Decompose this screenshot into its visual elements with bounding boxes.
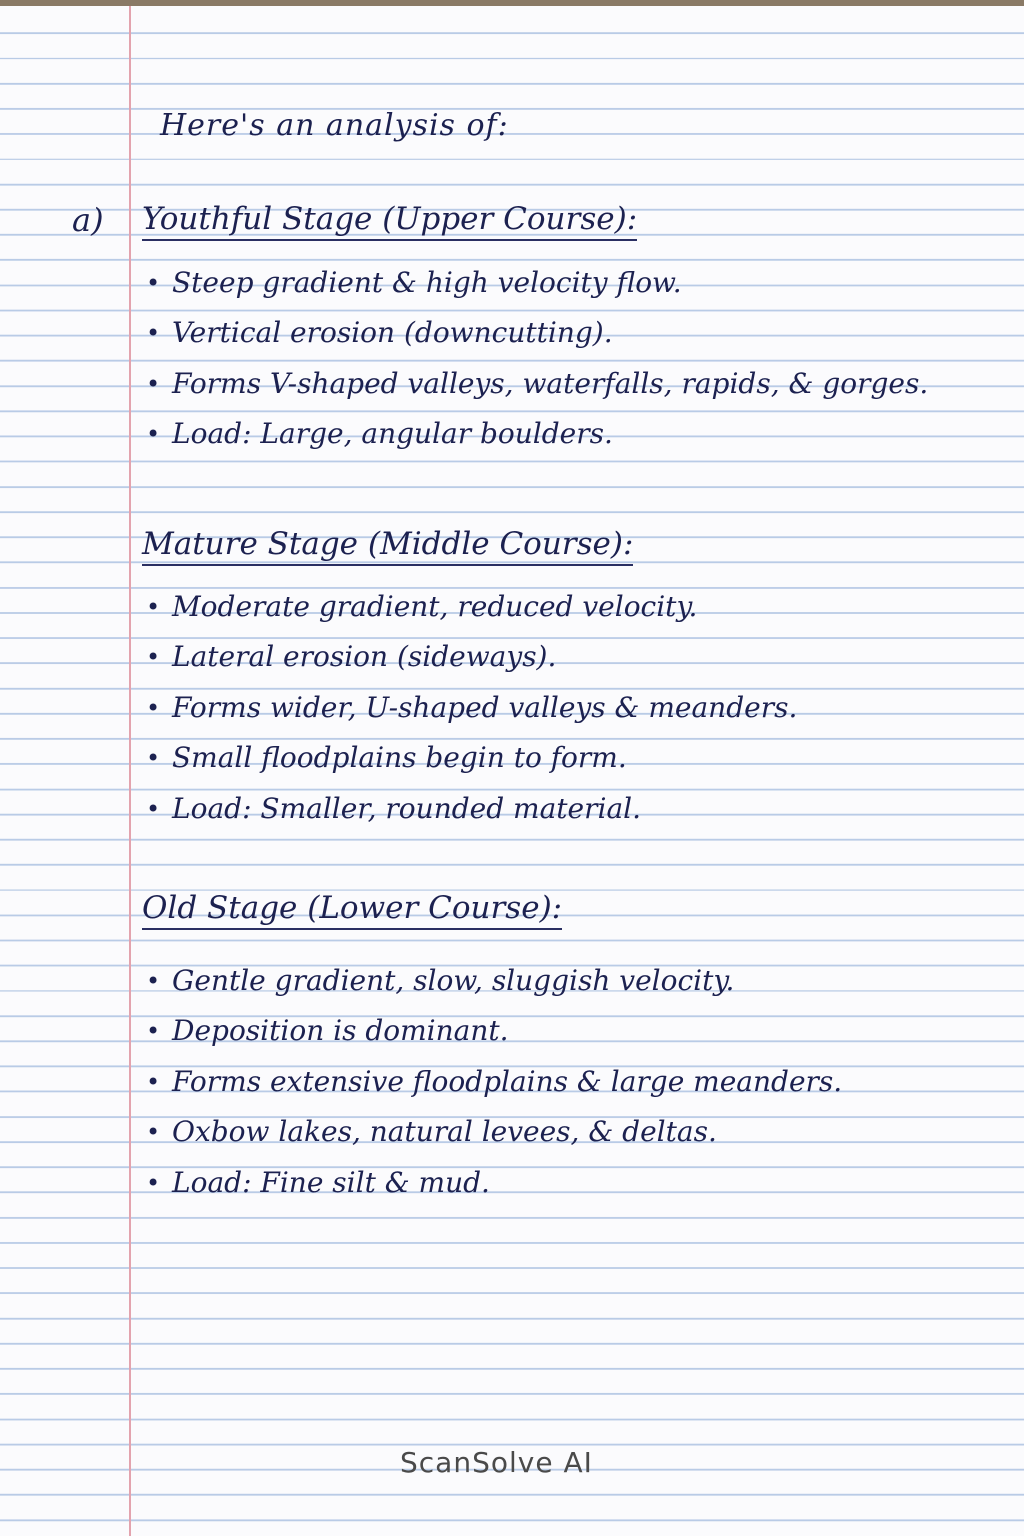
list-item: • Lateral erosion (sideways). [146,632,797,682]
list-item: • Moderate gradient, reduced velocity. [146,582,797,632]
list-item: • Small floodplains begin to form. [146,733,797,783]
branding-text: ScanSolve AI [400,1446,593,1479]
list-item: • Forms V-shaped valleys, waterfalls, rapids, & gorges. [146,359,928,409]
list-item: • Oxbow lakes, natural levees, & deltas. [146,1107,842,1157]
bullet-list-mature [146,582,797,834]
part-label: a) [72,201,104,239]
list-item: • Load: Large, angular boulders. [146,409,928,459]
notebook-page [0,6,1024,1536]
list-item: • Load: Fine silt & mud. [146,1158,842,1208]
section-heading-youthful: Youthful Stage (Upper Course): [142,201,637,241]
bullet-list-old [146,956,842,1208]
list-item: • Forms wider, U-shaped valleys & meanders. [146,683,797,733]
list-item: • Deposition is dominant. [146,1006,842,1056]
section-heading-mature: Mature Stage (Middle Course): [142,526,633,566]
list-item: • Gentle gradient, slow, sluggish velocity. [146,956,842,1006]
intro-text: Here's an analysis of: [160,108,509,143]
list-item: • Load: Smaller, rounded material. [146,784,797,834]
section-heading-old: Old Stage (Lower Course): [142,890,562,930]
margin-line [129,6,131,1536]
list-item: • Steep gradient & high velocity flow. [146,258,928,308]
list-item: • Forms extensive floodplains & large meanders. [146,1057,842,1107]
list-item: • Vertical erosion (downcutting). [146,308,928,358]
bullet-list-youthful [146,258,928,460]
